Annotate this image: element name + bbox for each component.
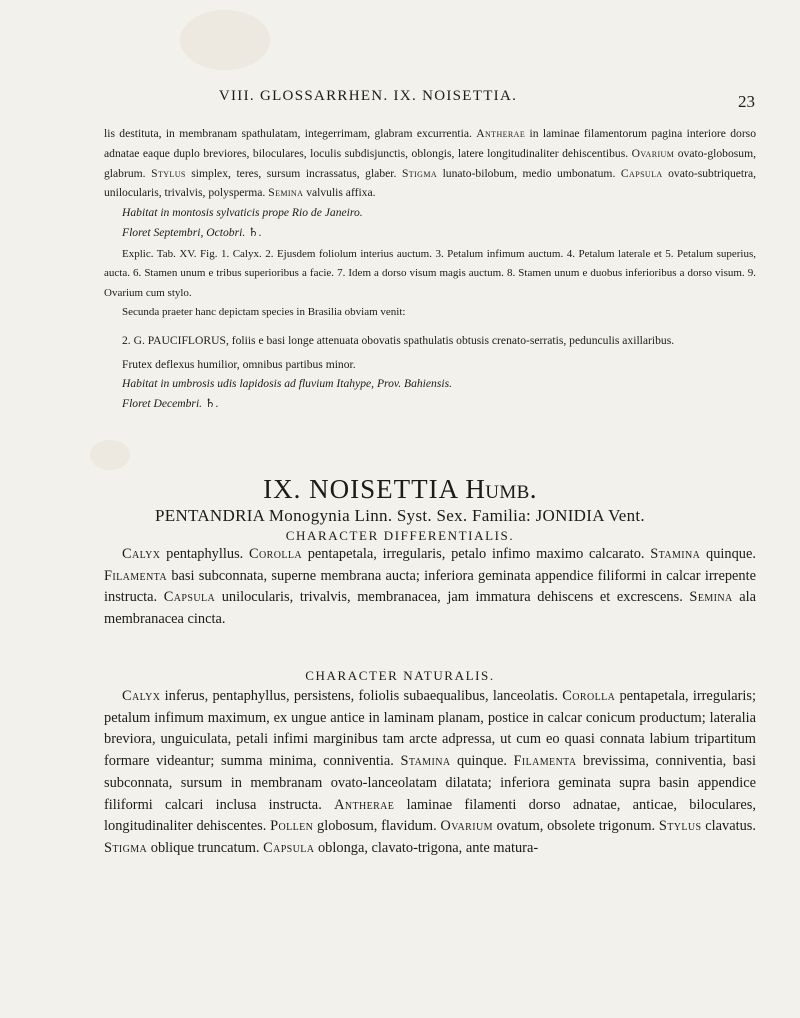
organ-label: Antherae [476, 127, 526, 140]
organ-label: Stigma [401, 166, 438, 180]
organ-label: Antherae [334, 796, 395, 813]
organ-description: clavatus. [701, 818, 756, 835]
organ-description: basi subconnata, superne membrana aucta; inferiora geminata appendice filiformi in calcar irrepente instructa. [104, 567, 756, 606]
author-abbrev: Humb. [465, 474, 537, 504]
organ-label: Capsula [263, 839, 315, 856]
organ-label: Stamina [400, 753, 451, 770]
second-species-intro: Secunda praeter hanc depictam species in Brasilia obviam venit: [122, 306, 406, 319]
organ-label: Filamenta [513, 753, 577, 770]
habitat-line: Habitat in montosis sylvaticis prope Rio de Janeiro. [122, 206, 363, 220]
shrub-symbol: ♄. [248, 225, 262, 239]
running-title: VIII. GLOSSARRHEN. IX. NOISETTIA. [218, 88, 518, 104]
character-differentialis-heading: CHARACTER DIFFERENTIALIS. [285, 528, 515, 543]
shrub-symbol: ♄. [204, 397, 219, 411]
naturalis-paragraph [104, 686, 756, 860]
organ-label: Ovarium [440, 818, 493, 835]
organ-label: Stigma [104, 839, 148, 856]
organ-label: Pollen [270, 818, 314, 835]
organ-description: oblonga, clavato-trigona, ante matura- [314, 839, 539, 856]
floret-line: Floret Septembri, Octobri. ♄. [122, 225, 262, 239]
organ-label: Semina [268, 186, 304, 200]
character-differentialis [104, 544, 756, 631]
organ-description: oblique truncatum. [147, 839, 264, 856]
organ-label: Capsula [620, 166, 663, 180]
organ-description: globosum, flavidum. [313, 818, 441, 835]
genus-heading: IX. NOISETTIA Humb. [263, 474, 537, 504]
paper-stain [90, 440, 130, 470]
glossarrhen-section [104, 124, 756, 414]
organ-label: Ovarium [631, 146, 675, 160]
organ-description: ovatum, obsolete trigonum. [492, 818, 659, 835]
organ-description: quinque. [700, 546, 756, 562]
organ-label: Capsula [163, 589, 216, 606]
organ-description: pentapetala, irregularis; petalum infimum maximum, ex ungue antice in laminam planam, postice in calcar conicum productum; lateralia breviora, unguiculata, petali infimi marginibus tam arcte adpressa, ut cum eo quasi connata labium tripartitum formare videantur; summa minima, conniventia. [104, 688, 756, 770]
organ-label: Semina [689, 589, 733, 606]
paper-stain [180, 10, 270, 70]
habitat-line-2: Habitat in umbrosis udis lapidosis ad fluvium Itahype, Prov. Bahiensis. [122, 377, 452, 391]
organ-label: Corolla [562, 688, 616, 704]
organ-description: unilocularis, trivalvis, membranacea, jam immatura dehiscens et excrescens. [215, 589, 690, 606]
organ-label: Filamenta [104, 567, 168, 584]
classification-line: PENTANDRIA Monogynia Linn. Syst. Sex. Familia: JONIDIA Vent. [155, 506, 645, 525]
species-diagnosis: 2. G. PAUCIFLORUS, foliis e basi longe attenuata obovatis spathulatis obtusis crenato-serratis, pedunculis axillaribus. [122, 333, 675, 347]
organ-description: pentaphyllus. [160, 546, 250, 562]
genus-description: lis destituta, in membranam spathulatam, integerrimam, glabram excurrentia. Antherae in laminae filamentorum pagina interiore dorso adnatae eaque duplo breviores, biloculares, loculis subdisjunctis, oblongis, latere longitudinaliter dehiscentibus. Ovarium ovato-globosum, glabrum. Stylus simplex, teres, sursum incrassatus, glaber. Stigma lunato-bilobum, medio umbonatum. Capsula ovato-subtriquetra, unilocularis, trivalvis, polysperma. Semina valvulis affixa. [104, 127, 757, 200]
organ-description: ala membranacea cincta. [104, 589, 757, 628]
character-naturalis [104, 686, 756, 860]
page-number: 23 [738, 92, 755, 111]
plate-explanation: Explic. Tab. XV. Fig. 1. Calyx. 2. Ejusdem foliolum interius auctum. 3. Petalum infimum auctum. 4. Petalum laterale et 5. Petalum superius, aucta. 6. Stamen unum e tribus superioribus a facie. 7. Idem a dorso visum magis auctum. 8. Stamen unum e duobus inferioribus a dorso visum. 9. Ovarium cum stylo. [104, 247, 756, 299]
organ-description: pentapetala, irregularis, petalo infimo maximo calcarato. [301, 546, 651, 562]
floret-line-2: Floret Decembri. ♄. [122, 397, 219, 411]
organ-label: Corolla [249, 546, 302, 562]
organ-description: quinque. [450, 753, 514, 770]
organ-label: Calyx [122, 688, 161, 704]
running-head [0, 88, 800, 112]
organ-label: Stylus [151, 166, 186, 180]
character-naturalis-heading: CHARACTER NATURALIS. [305, 668, 495, 683]
organ-label: Stylus [658, 818, 702, 835]
organ-label: Stamina [650, 546, 701, 562]
organ-description: laminae filamenti dorso adnatae, anticae, biloculares, longitudinaliter dehiscentes. [104, 796, 756, 835]
organ-description: brevissima, conniventia, basi subconnata, sursum in membranam ovato-lanceolatam dilatata; inferiora geminata supra basin appendice filiformi calcari inclusa instructa. [104, 753, 756, 813]
differentialis-paragraph [104, 544, 756, 631]
organ-label: Calyx [122, 546, 161, 562]
organ-description: inferus, pentaphyllus, persistens, foliolis subaequalibus, lanceolatis. [160, 688, 563, 704]
frutex-line: Frutex deflexus humilior, omnibus partibus minor. [122, 357, 356, 371]
